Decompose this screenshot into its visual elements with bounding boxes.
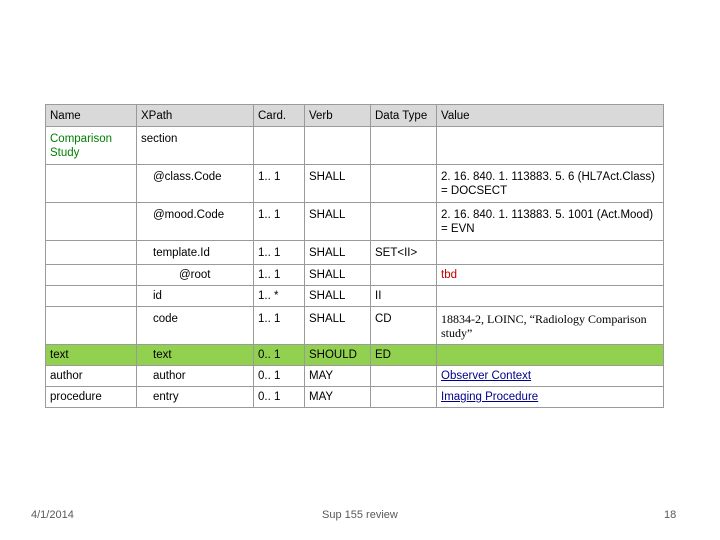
row-verb: SHALL: [305, 265, 371, 286]
table-row: [46, 203, 664, 241]
row-name: [46, 241, 137, 265]
row-xpath: @root: [137, 265, 254, 286]
row-card: [254, 127, 305, 165]
table-row: [46, 387, 664, 408]
row-verb: MAY: [305, 387, 371, 408]
observer-context-link[interactable]: Observer Context: [441, 370, 532, 382]
row-datatype: [371, 366, 437, 387]
table-row: [46, 265, 664, 286]
row-verb: SHALL: [305, 203, 371, 241]
row-xpath: @class.Code: [137, 165, 254, 203]
row-card: 1.. 1: [254, 241, 305, 265]
row-card: 1.. 1: [254, 307, 305, 345]
row-xpath: code: [137, 307, 254, 345]
row-card: 1.. 1: [254, 265, 305, 286]
row-xpath: text: [137, 345, 254, 366]
header-verb: Verb: [305, 105, 371, 127]
header-xpath: XPath: [137, 105, 254, 127]
row-value: [437, 241, 664, 265]
row-name: Comparison Study: [46, 127, 137, 165]
table-row: [46, 286, 664, 307]
row-verb: SHALL: [305, 241, 371, 265]
row-name: text: [46, 345, 137, 366]
row-value: [437, 366, 664, 387]
row-value: [437, 387, 664, 408]
table-row: [46, 127, 664, 165]
row-datatype: [371, 203, 437, 241]
row-verb: [305, 127, 371, 165]
table-header-row: [46, 105, 664, 127]
row-name: [46, 265, 137, 286]
row-name: [46, 307, 137, 345]
table-row: [46, 366, 664, 387]
table-row: [46, 307, 664, 345]
header-card: Card.: [254, 105, 305, 127]
row-datatype: CD: [371, 307, 437, 345]
table-row-highlighted: [46, 345, 664, 366]
header-name: Name: [46, 105, 137, 127]
row-verb: SHOULD: [305, 345, 371, 366]
header-datatype: Data Type: [371, 105, 437, 127]
row-name: author: [46, 366, 137, 387]
row-card: 1.. *: [254, 286, 305, 307]
row-value: 2. 16. 840. 1. 113883. 5. 6 (HL7Act.Class) = DOCSECT: [437, 165, 664, 203]
row-value: 2. 16. 840. 1. 113883. 5. 1001 (Act.Mood) = EVN: [437, 203, 664, 241]
row-xpath: entry: [137, 387, 254, 408]
row-value: 18834-2, LOINC, “Radiology Comparison study”: [437, 307, 664, 345]
row-xpath: @mood.Code: [137, 203, 254, 241]
row-card: 1.. 1: [254, 203, 305, 241]
row-name: [46, 286, 137, 307]
row-datatype: [371, 265, 437, 286]
row-datatype: ED: [371, 345, 437, 366]
row-datatype: [371, 387, 437, 408]
table-row: [46, 165, 664, 203]
imaging-procedure-link[interactable]: Imaging Procedure: [441, 391, 539, 403]
row-name: [46, 203, 137, 241]
row-datatype: [371, 127, 437, 165]
header-value: Value: [437, 105, 664, 127]
table-row: [46, 241, 664, 265]
row-xpath: author: [137, 366, 254, 387]
row-card: 0.. 1: [254, 366, 305, 387]
row-xpath: template.Id: [137, 241, 254, 265]
row-verb: SHALL: [305, 286, 371, 307]
row-xpath: section: [137, 127, 254, 165]
row-verb: SHALL: [305, 165, 371, 203]
row-card: 0.. 1: [254, 387, 305, 408]
row-xpath: id: [137, 286, 254, 307]
footer-title: Sup 155 review: [322, 509, 398, 521]
footer-page-number: 18: [664, 509, 677, 521]
row-name: procedure: [46, 387, 137, 408]
row-verb: MAY: [305, 366, 371, 387]
row-value: [437, 345, 664, 366]
row-datatype: [371, 165, 437, 203]
attribute-table: [45, 104, 664, 408]
row-card: 0.. 1: [254, 345, 305, 366]
row-name: [46, 165, 137, 203]
row-value: [437, 127, 664, 165]
row-card: 1.. 1: [254, 165, 305, 203]
row-verb: SHALL: [305, 307, 371, 345]
row-value: [437, 286, 664, 307]
row-datatype: II: [371, 286, 437, 307]
footer-date: 4/1/2014: [31, 509, 74, 521]
row-datatype: SET<II>: [371, 241, 437, 265]
row-value: tbd: [437, 265, 664, 286]
